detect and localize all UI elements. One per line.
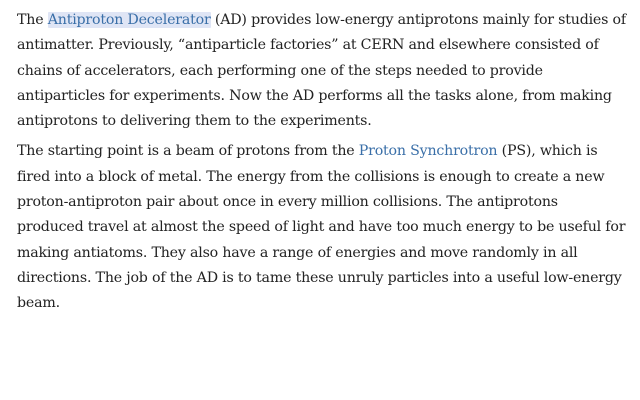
paragraph-text-after: (AD) provides low-energy antiprotons mainly for studies of antimatter. Previously, “antiparticle factories” at CERN and elsewhere consisted of chains of accelerators, each performing one of the steps needed to provide antiparticles for experiments. Now the AD performs all the tasks alone, from making antiprotons to delivering them to the experiments. (17, 12, 626, 130)
link-antiproton-decelerator[interactable]: Antiproton Decelerator (47, 12, 211, 28)
paragraph-text-after: (PS), which is fired into a block of metal. The energy from the collisions is enough to create a new proton-antiproton pair about once in every million collisions. The antiprotons produced travel at almost the speed of light and have too much energy to be useful for making antiatoms. They also have a range of energies and move randomly in all directions. The job of the AD is to tame these unruly particles into a useful low-energy beam. (17, 143, 626, 312)
paragraph-starting-point (17, 139, 627, 316)
link-proton-synchrotron[interactable]: Proton Synchrotron (358, 143, 498, 160)
paragraph-text-before: The starting point is a beam of protons from the (17, 143, 359, 160)
paragraph-ad-intro (17, 8, 627, 134)
article-body (17, 8, 627, 322)
paragraph-text-before: The (17, 12, 48, 28)
